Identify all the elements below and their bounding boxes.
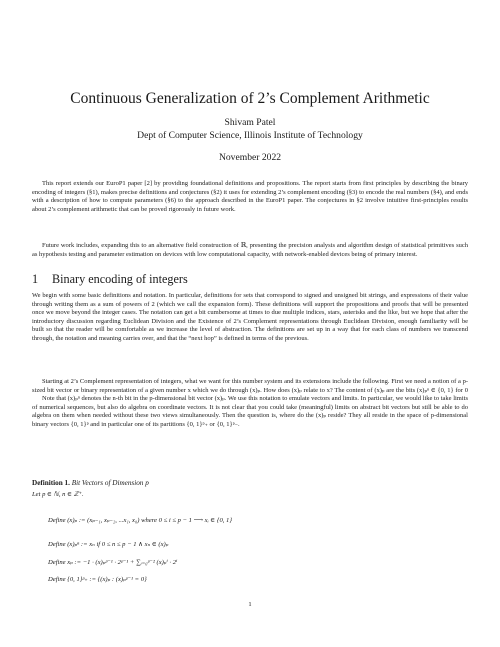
definition-label: Definition 1. — [32, 479, 70, 487]
definition-line-3: Define xₚ := −1 · (x)ₚᵖ⁻¹ · 2ᵖ⁻¹ + ∑ᵢ₌₀ᵖ⁻² (x)ₚⁱ · 2ⁱ — [48, 559, 178, 566]
definition-line-2: Define (x)ₚⁿ := xₙ if 0 ≤ n ≤ p − 1 ∧ xₙ ∈ (x)ₚ — [48, 541, 169, 548]
page-number: 1 — [248, 601, 252, 608]
author-affiliation: Dept of Computer Science, Illinois Institute of Technology — [137, 130, 363, 141]
definition-line-1: Define (x)ₚ := (xₚ₋₁, xₚ₋₂, ...x₁, x₀) where 0 ≤ i ≤ p − 1 ⟶ xᵢ ∈ {0, 1} — [48, 517, 232, 524]
section-heading — [32, 272, 188, 286]
abstract-paragraph-2: Future work includes, expanding this to an alternative field construction of ℝ, presenting the precision analysis and algorithm design of statistical primitives such as hypothesis testing and parameter estimation on devices with low computational capacity, with network-enabled devices being of primary interest. — [32, 242, 468, 258]
abstract-paragraph-1: This report extends our EuroP1 paper [2] by providing foundational definitions and propositions. The report starts from first principles by describing the binary encoding of integers (§1), makes precise definitions and conjectures (§2) it uses for extending 2’s complement encoding (§3) to encode the real numbers (§4), and ends with a description of how to compute parameters (§6) to the approach described in the EuroP1 paper. The conjectures in §2 involve intuitive first-principles results about 2’s complement arithmetic that can be proved rigorously in future work. — [32, 180, 468, 213]
author-name: Shivam Patel — [224, 117, 276, 128]
definition-heading — [32, 479, 149, 488]
section-title: Binary encoding of integers — [52, 272, 188, 286]
section-paragraph-3: Note that (x)ₚⁿ denotes the n-th bit in the p-dimensional bit vector (x)ₚ. We use this notation to emulate vectors and limits. In particular, we would like to take limits of numerical sequences, but also do algebra on coordinate vectors. It is not clear that you could take (meaningful) limits on abstract bit vectors but still be able to do algebra on them when needed without these two views simultaneously. Then the question is, where do the (x)ₚ reside? They all reside in the space of p-dimensional binary vectors {0, 1}ᵖ and in particular one of its partitions {0, 1}ᵖ₊ or {0, 1}ᵖ₋. — [32, 395, 468, 428]
definition-line-4: Define {0, 1}ᵖ₊ := {(x)ₚ : (x)ₚᵖ⁻¹ = 0} — [48, 576, 147, 583]
definition-title: Bit Vectors of Dimension p — [71, 479, 149, 487]
paper-title: Continuous Generalization of 2’s Complement Arithmetic — [70, 90, 430, 107]
paper-date: November 2022 — [218, 152, 282, 163]
author-block — [0, 116, 500, 142]
definition-let: Let p ∈ ℕ, n ∈ ℤ⁺. — [32, 491, 84, 498]
section-paragraph-1: We begin with some basic definitions and notation. In particular, definitions for sets that correspond to signed and unsigned bit strings, and expressions of their value through writing them as a sum of powers of 2 (which we call the expansion form). These definitions will support the propositions and proofs that will be presented once we move beyond the integer cases. The notation can get a bit cumbersome at times to due multiple indices, stars, asterisks and the like, but we hope that after the introductory discussion regarding Euclidean Division and the Existence of 2’s Complement representations through Euclidean Division, enough familiarity will be built so that the reader will be comfortable as we increase the level of abstraction. The definitions are set up in a way that for each class of numbers we transcend through, the notation and meaning carries over, and that the “next hop” is defined in terms of the previous. — [32, 292, 468, 342]
section-number: 1 — [32, 272, 39, 286]
section-paragraph-2: Starting at 2’s Complement representation of integers, what we want for this number system and its extensions include the following. First we need a notion of a p-sized bit vector or binary representation of a given number x which we do through (x)ₚ. How does (x)ₚ relate to x? The content of (x)ₚ are the bits (x)ₚⁿ ∈ {0, 1} for 0 — [32, 378, 468, 394]
